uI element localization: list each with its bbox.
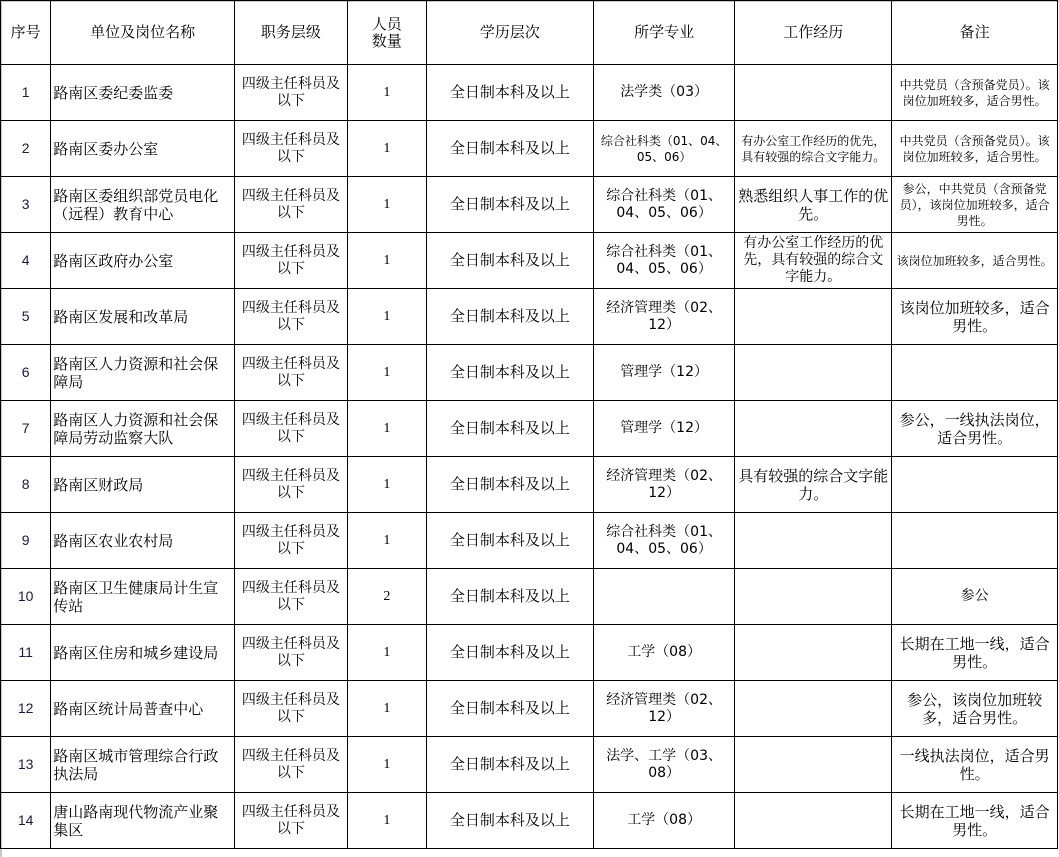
cell-education[interactable]: 全日制本科及以上 <box>427 737 594 793</box>
cell-notes[interactable]: 参公 <box>892 569 1058 625</box>
cell-index[interactable]: 11 <box>1 625 51 681</box>
cell-experience[interactable]: 具有较强的综合文字能力。 <box>735 457 892 513</box>
cell-count[interactable]: 1 <box>347 401 426 457</box>
cell-level[interactable]: 四级主任科员及以下 <box>235 121 348 177</box>
cell-education[interactable]: 全日制本科及以上 <box>427 177 594 233</box>
cell-count[interactable]: 1 <box>347 737 426 793</box>
cell-level[interactable]: 四级主任科员及以下 <box>235 793 348 849</box>
cell-unit[interactable]: 唐山路南现代物流产业聚集区 <box>51 793 235 849</box>
cell-count[interactable]: 1 <box>347 177 426 233</box>
cell-experience[interactable] <box>735 401 892 457</box>
table-row <box>1 233 1058 289</box>
cell-major[interactable]: 工学（08） <box>593 793 735 849</box>
cell-major[interactable]: 管理学（12） <box>593 345 735 401</box>
cell-notes[interactable]: 参公，一线执法岗位，适合男性。 <box>892 401 1058 457</box>
cell-level[interactable]: 四级主任科员及以下 <box>235 513 348 569</box>
cell-level[interactable]: 四级主任科员及以下 <box>235 569 348 625</box>
table-row <box>1 793 1058 849</box>
cell-unit[interactable]: 路南区发展和改革局 <box>51 289 235 345</box>
cell-unit[interactable]: 路南区人力资源和社会保障局劳动监察大队 <box>51 401 235 457</box>
cell-education[interactable]: 全日制本科及以上 <box>427 65 594 121</box>
header-row <box>1 1 1058 65</box>
cell-count[interactable]: 1 <box>347 65 426 121</box>
cell-experience[interactable] <box>735 65 892 121</box>
cell-count[interactable]: 2 <box>347 569 426 625</box>
cell-education[interactable]: 全日制本科及以上 <box>427 569 594 625</box>
cell-level[interactable]: 四级主任科员及以下 <box>235 177 348 233</box>
cell-level[interactable]: 四级主任科员及以下 <box>235 737 348 793</box>
table-row <box>1 457 1058 513</box>
cell-experience[interactable] <box>735 681 892 737</box>
cell-major[interactable]: 经济管理类（02、12） <box>593 289 735 345</box>
header-count-line1: 人员 <box>371 14 402 33</box>
cell-experience[interactable]: 熟悉组织人事工作的优先。 <box>735 177 892 233</box>
cell-major[interactable]: 工学（08） <box>593 625 735 681</box>
cell-index[interactable]: 8 <box>1 457 51 513</box>
cell-unit[interactable]: 路南区统计局普查中心 <box>51 681 235 737</box>
cell-level[interactable]: 四级主任科员及以下 <box>235 457 348 513</box>
cell-notes[interactable]: 该岗位加班较多，适合男性。 <box>892 289 1058 345</box>
header-notes: 备注 <box>892 1 1058 65</box>
cell-notes[interactable]: 一线执法岗位，适合男性。 <box>892 737 1058 793</box>
cell-unit[interactable]: 路南区人力资源和社会保障局 <box>51 345 235 401</box>
cell-major[interactable]: 综合社科类（01、04、05、06） <box>593 121 735 177</box>
cell-index[interactable]: 14 <box>1 793 51 849</box>
cell-major[interactable]: 法学类（03） <box>593 65 735 121</box>
cell-experience[interactable] <box>735 793 892 849</box>
cell-major[interactable]: 综合社科类（01、04、05、06） <box>593 177 735 233</box>
cell-unit[interactable]: 路南区城市管理综合行政执法局 <box>51 737 235 793</box>
cell-experience[interactable] <box>735 737 892 793</box>
cell-count[interactable]: 1 <box>347 625 426 681</box>
cell-notes[interactable] <box>892 513 1058 569</box>
table-row <box>1 681 1058 737</box>
table-row <box>1 121 1058 177</box>
cell-education[interactable]: 全日制本科及以上 <box>427 289 594 345</box>
header-education: 学历层次 <box>427 1 594 65</box>
header-level: 职务层级 <box>235 1 348 65</box>
cell-unit[interactable]: 路南区委纪委监委 <box>51 65 235 121</box>
cell-experience[interactable] <box>735 513 892 569</box>
cell-notes[interactable]: 中共党员（含预备党员）。该岗位加班较多，适合男性。 <box>892 65 1058 121</box>
cell-index[interactable]: 7 <box>1 401 51 457</box>
header-count-line2: 数量 <box>371 31 402 50</box>
cell-experience[interactable]: 有办公室工作经历的优先，具有较强的综合文字能力。 <box>735 233 892 289</box>
cell-education[interactable]: 全日制本科及以上 <box>427 233 594 289</box>
cell-index[interactable]: 4 <box>1 233 51 289</box>
cell-notes[interactable]: 中共党员（含预备党员）。该岗位加班较多，适合男性。 <box>892 121 1058 177</box>
cell-major[interactable]: 综合社科类（01、04、05、06） <box>593 513 735 569</box>
cell-count[interactable]: 1 <box>347 121 426 177</box>
cell-count[interactable]: 1 <box>347 233 426 289</box>
table-row <box>1 569 1058 625</box>
header-count <box>347 1 426 65</box>
table-row <box>1 289 1058 345</box>
cell-count[interactable]: 1 <box>347 345 426 401</box>
cell-count[interactable]: 1 <box>347 681 426 737</box>
cell-major[interactable]: 经济管理类（02、12） <box>593 457 735 513</box>
cell-unit[interactable]: 路南区政府办公室 <box>51 233 235 289</box>
cell-notes[interactable]: 参公，该岗位加班较多，适合男性。 <box>892 681 1058 737</box>
table-row <box>1 345 1058 401</box>
cell-level[interactable]: 四级主任科员及以下 <box>235 625 348 681</box>
header-index: 序号 <box>1 1 51 65</box>
cell-education[interactable]: 全日制本科及以上 <box>427 401 594 457</box>
cell-education[interactable]: 全日制本科及以上 <box>427 457 594 513</box>
cell-unit[interactable]: 路南区委组织部党员电化（远程）教育中心 <box>51 177 235 233</box>
cell-notes[interactable]: 长期在工地一线，适合男性。 <box>892 625 1058 681</box>
header-unit: 单位及岗位名称 <box>51 1 235 65</box>
cell-major[interactable]: 经济管理类（02、12） <box>593 681 735 737</box>
cell-notes[interactable]: 参公，中共党员（含预备党员），该岗位加班较多，适合男性。 <box>892 177 1058 233</box>
cell-education[interactable]: 全日制本科及以上 <box>427 681 594 737</box>
cell-major[interactable]: 综合社科类（01、04、05、06） <box>593 233 735 289</box>
cell-index[interactable]: 13 <box>1 737 51 793</box>
table-row <box>1 737 1058 793</box>
cell-level[interactable]: 四级主任科员及以下 <box>235 345 348 401</box>
cell-education[interactable]: 全日制本科及以上 <box>427 121 594 177</box>
cell-experience[interactable] <box>735 625 892 681</box>
cell-level[interactable]: 四级主任科员及以下 <box>235 681 348 737</box>
cell-index[interactable]: 12 <box>1 681 51 737</box>
cell-level[interactable]: 四级主任科员及以下 <box>235 289 348 345</box>
cell-unit[interactable]: 路南区卫生健康局计生宣传站 <box>51 569 235 625</box>
cell-education[interactable]: 全日制本科及以上 <box>427 513 594 569</box>
cell-index[interactable]: 2 <box>1 121 51 177</box>
cell-education[interactable]: 全日制本科及以上 <box>427 793 594 849</box>
cell-education[interactable]: 全日制本科及以上 <box>427 625 594 681</box>
table-row <box>1 65 1058 121</box>
cell-index[interactable]: 10 <box>1 569 51 625</box>
cell-unit[interactable]: 路南区农业农村局 <box>51 513 235 569</box>
cell-unit[interactable]: 路南区财政局 <box>51 457 235 513</box>
cell-index[interactable]: 3 <box>1 177 51 233</box>
cell-count[interactable]: 1 <box>347 513 426 569</box>
cell-experience[interactable]: 有办公室工作经历的优先，具有较强的综合文字能力。 <box>735 121 892 177</box>
cell-major[interactable]: 法学、工学（03、08） <box>593 737 735 793</box>
table-row <box>1 625 1058 681</box>
cell-experience[interactable] <box>735 289 892 345</box>
table-row <box>1 177 1058 233</box>
header-major: 所学专业 <box>593 1 735 65</box>
cell-experience[interactable] <box>735 345 892 401</box>
table-row <box>1 513 1058 569</box>
cell-count[interactable]: 1 <box>347 457 426 513</box>
cell-major[interactable] <box>593 569 735 625</box>
cell-level[interactable]: 四级主任科员及以下 <box>235 401 348 457</box>
cell-index[interactable]: 5 <box>1 289 51 345</box>
cell-count[interactable]: 1 <box>347 793 426 849</box>
table-row <box>1 401 1058 457</box>
cell-notes[interactable] <box>892 345 1058 401</box>
cell-major[interactable]: 管理学（12） <box>593 401 735 457</box>
cell-notes[interactable]: 长期在工地一线，适合男性。 <box>892 793 1058 849</box>
cell-notes[interactable]: 该岗位加班较多，适合男性。 <box>892 233 1058 289</box>
cell-education[interactable]: 全日制本科及以上 <box>427 345 594 401</box>
cell-unit[interactable]: 路南区委办公室 <box>51 121 235 177</box>
cell-count[interactable]: 1 <box>347 289 426 345</box>
header-experience: 工作经历 <box>735 1 892 65</box>
cell-experience[interactable] <box>735 569 892 625</box>
cell-level[interactable]: 四级主任科员及以下 <box>235 233 348 289</box>
cell-level[interactable]: 四级主任科员及以下 <box>235 65 348 121</box>
cell-index[interactable]: 6 <box>1 345 51 401</box>
cell-unit[interactable]: 路南区住房和城乡建设局 <box>51 625 235 681</box>
cell-notes[interactable] <box>892 457 1058 513</box>
cell-index[interactable]: 9 <box>1 513 51 569</box>
cell-index[interactable]: 1 <box>1 65 51 121</box>
